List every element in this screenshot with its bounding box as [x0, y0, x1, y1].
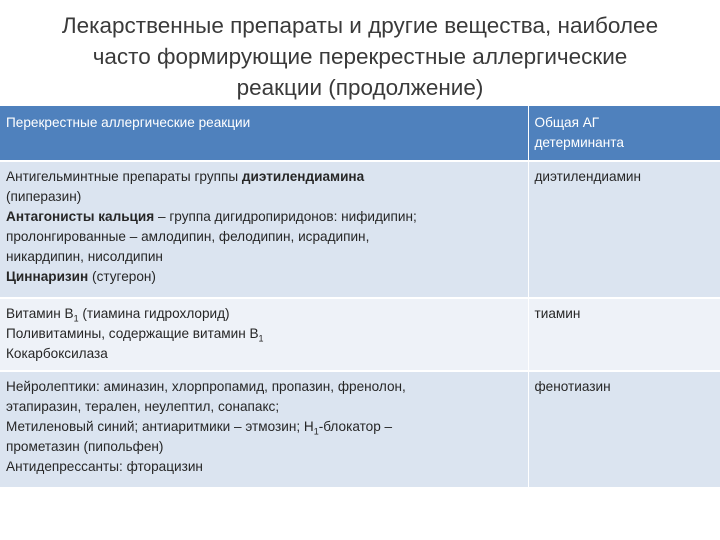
reactions-cell [0, 298, 528, 371]
table-row [0, 371, 720, 487]
cell-line: Метиленовый синий; антиаритмики – этмозин; $Н_1$-блокатор – [6, 419, 393, 437]
determinant-cell: фенотиазин [528, 371, 720, 487]
table-row [0, 298, 720, 371]
determinant-cell: диэтилендиамин [528, 161, 720, 298]
reactions-cell [0, 161, 528, 298]
cell-line: Кокарбоксилаза [6, 346, 108, 361]
reactions-cell [0, 371, 528, 487]
cell-line: пролонгированные – амлодипин, фелодипин, исрадипин, [6, 229, 370, 244]
cell-line: Антидепрессанты: фторацизин [6, 459, 203, 474]
title-line-1: Лекарственные препараты и другие вещества, наиболее [61, 13, 659, 38]
slide-title [0, 10, 720, 103]
cell-line: Антагонисты кальция – группа дигидропиридонов: нифидипин; [6, 209, 417, 224]
cell-line: прометазин (пипольфен) [6, 439, 164, 454]
cell-line: Поливитамины, содержащие витамин $В_1$ [6, 326, 264, 344]
cell-line: Нейролептики: аминазин, хлорпропамид, пропазин, френолон, [6, 379, 406, 394]
cell-line: Антигельминтные препараты группы диэтилендиамина [6, 169, 365, 184]
cell-line: этапиразин, терален, неулептил, сонапакс; [6, 399, 280, 414]
cell-line: (пиперазин) [6, 189, 82, 204]
table-row [0, 161, 720, 298]
header-determinant-line-1: Общая АГ [534, 115, 600, 130]
header-reactions: Перекрестные аллергические реакции [0, 106, 528, 161]
cell-line: никардипин, нисолдипин [6, 249, 163, 264]
determinant-cell: тиамин [528, 298, 720, 371]
title-line-2: часто формирующие перекрестные аллергические [92, 44, 628, 69]
table-header-row [0, 106, 720, 161]
title-line-3: реакции (продолжение) [236, 75, 484, 100]
header-determinant [528, 106, 720, 161]
allergy-table [0, 106, 720, 487]
cell-line: Витамин $В_1$ (тиамина гидрохлорид) [6, 306, 230, 324]
cell-line: Циннаризин (стугерон) [6, 269, 156, 284]
header-determinant-line-2: детерминанта [534, 135, 624, 150]
